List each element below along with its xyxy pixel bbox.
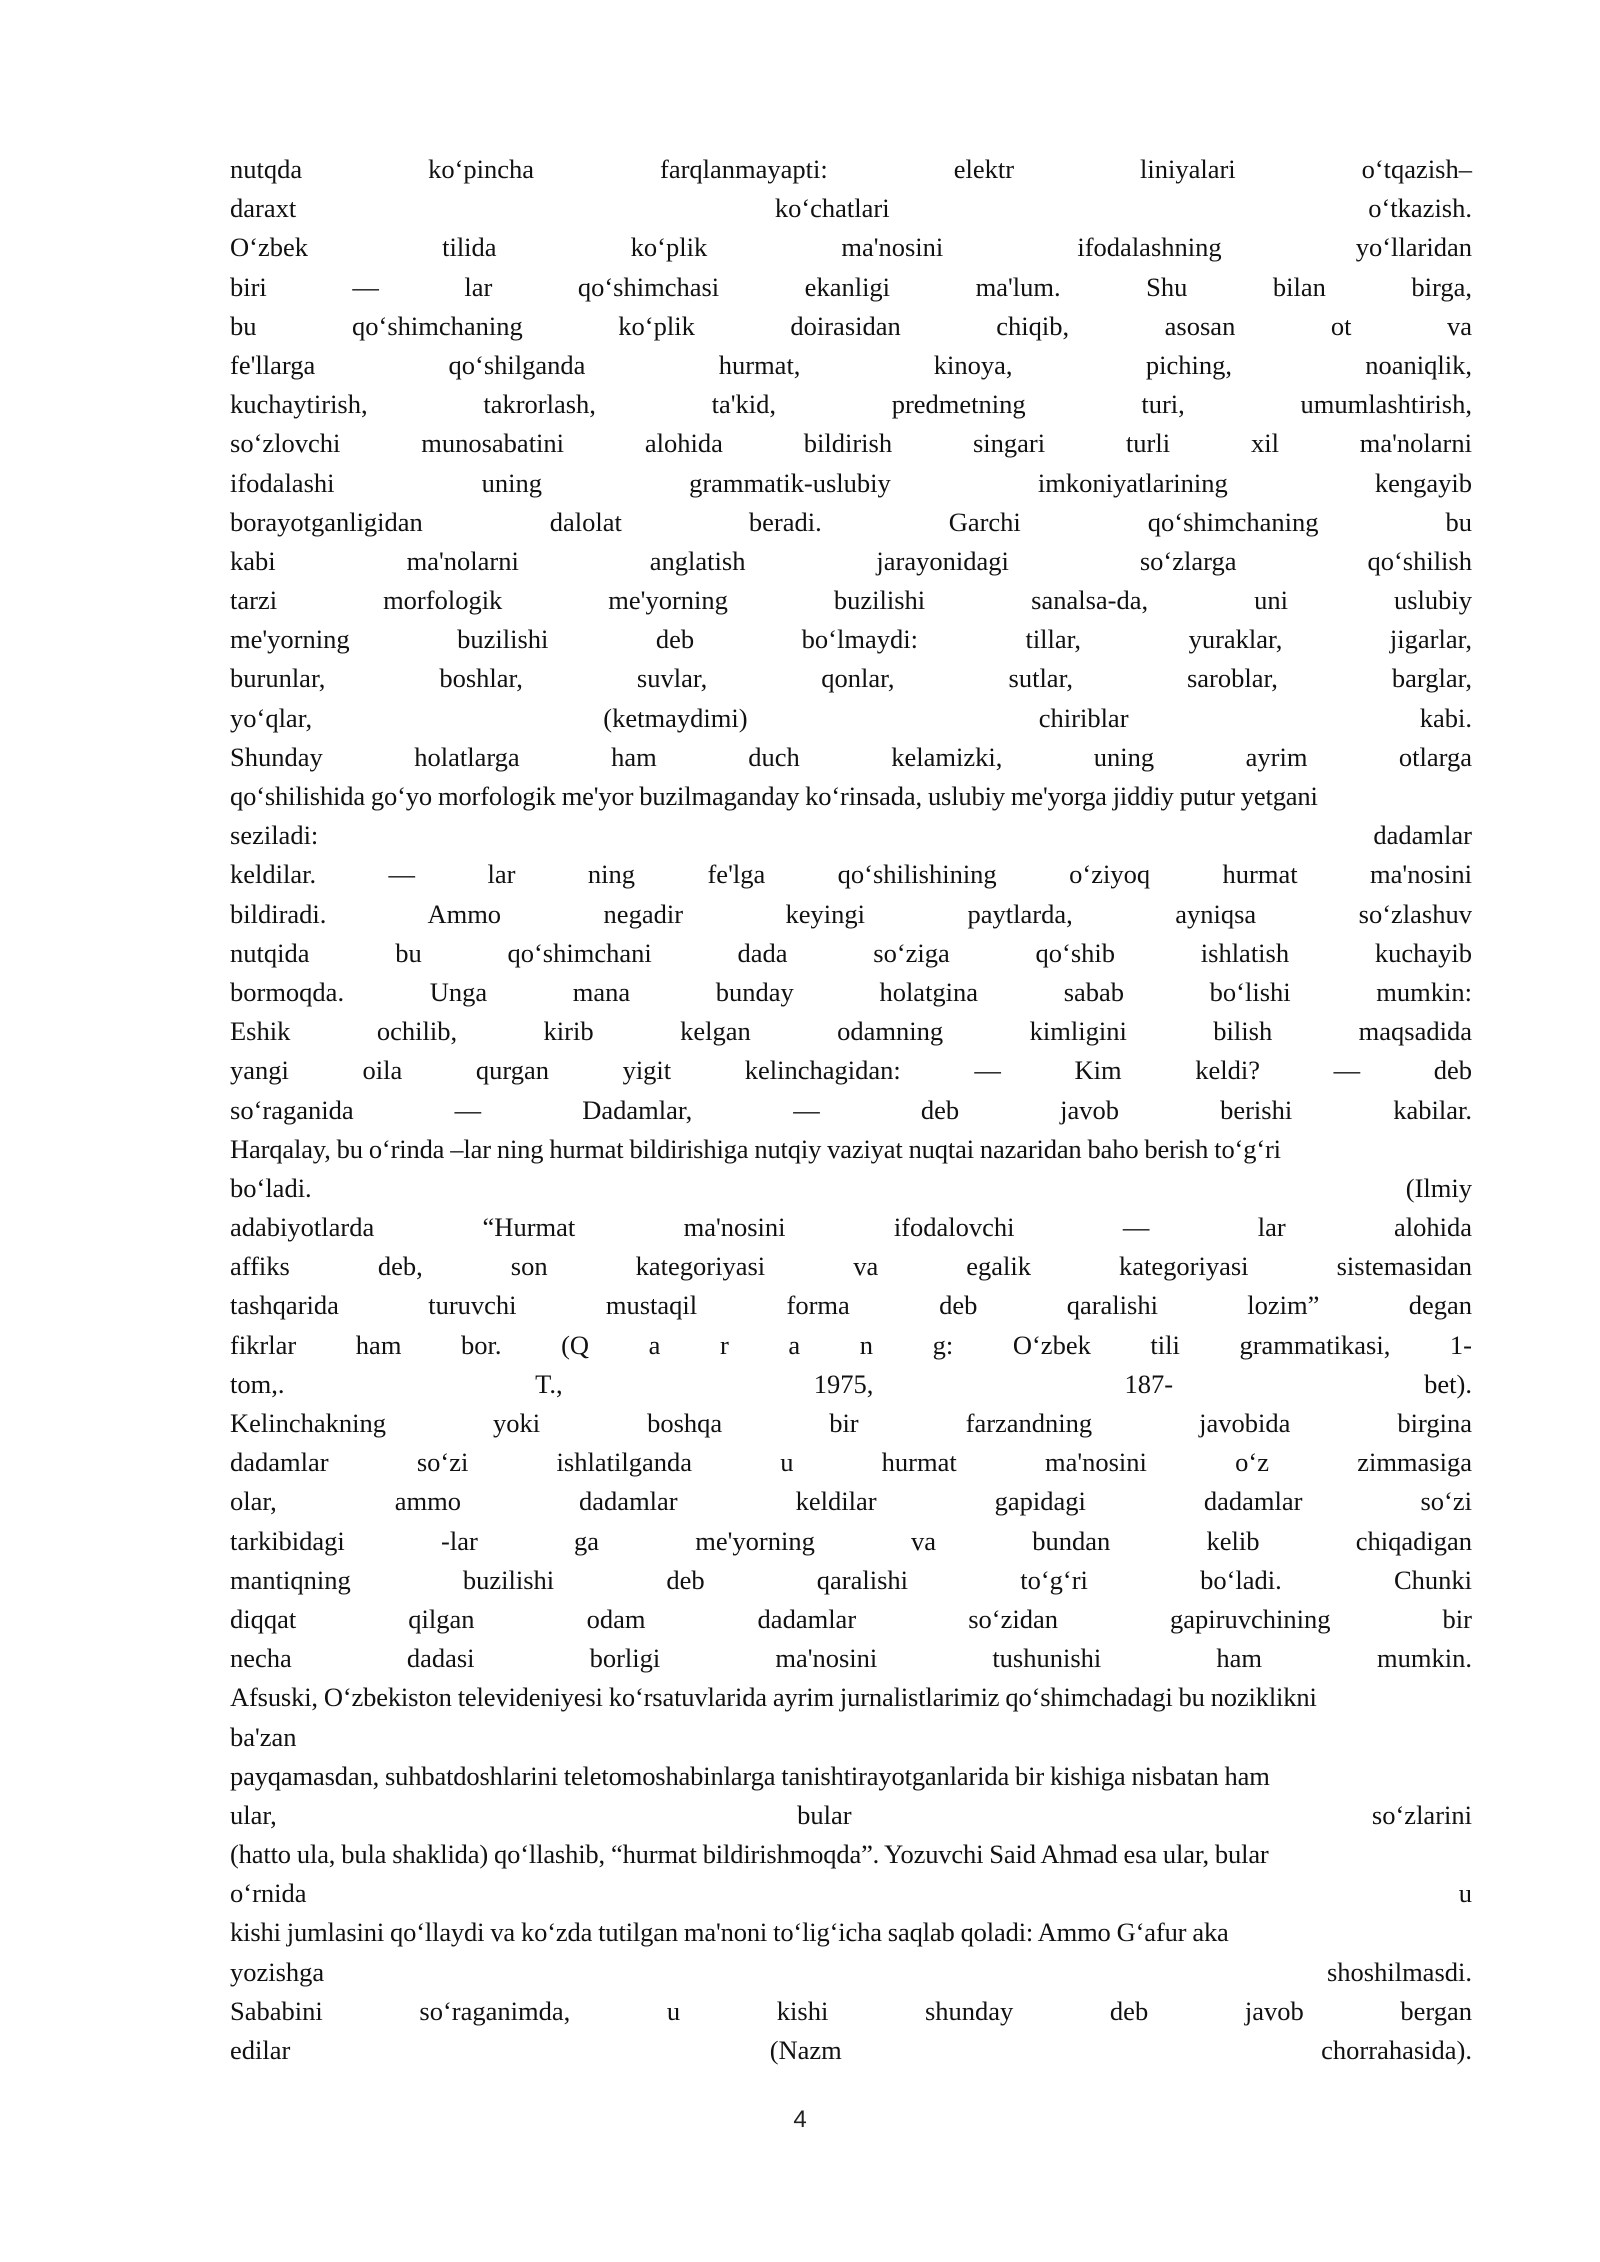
text-line: so‘zlovchi munosabatini alohida bildirish singari turli xil ma'nolarni [230, 428, 1472, 459]
text-line: ba'zan [230, 1721, 297, 1752]
text-line: qo‘shilishida go‘yo morfologik me'yor buzilmaganday ko‘rinsada, uslubiy me'yorga jiddiy putur yetgani [230, 781, 1318, 811]
text-line: bu qo‘shimchaning ko‘plik doirasidan chiqib, asosan ot va [230, 310, 1472, 341]
text-line: dadamlar so‘zi ishlatilganda u hurmat ma'nosini o‘z zimmasiga [230, 1447, 1472, 1478]
text-line: diqqat qilgan odam dadamlar so‘zidan gapiruvchining bir [230, 1603, 1472, 1634]
text-line: bo‘ladi. (Ilmiy [230, 1172, 1472, 1203]
text-line: affiks deb, son kategoriyasi va egalik kategoriyasi sistemasidan [230, 1251, 1472, 1282]
text-line: kuchaytirish, takrorlash, ta'kid, predmetning turi, umumlashtirish, [230, 389, 1472, 420]
text-line: adabiyotlarda “Hurmat ma'nosini ifodalovchi — lar alohida [230, 1212, 1472, 1243]
text-line: edilar (Nazm chorrahasida). [230, 2035, 1472, 2065]
text-line: Kelinchakning yoki boshqa bir farzandning javobida birgina [230, 1408, 1472, 1438]
text-line: payqamasdan, suhbatdoshlarini teletomoshabinlarga tanishtirayotganlarida bir kishiga nisbatan ham [230, 1760, 1270, 1791]
text-line: fe'llarga qo‘shilganda hurmat, kinoya, piching, noaniqlik, [230, 349, 1472, 380]
text-line: kishi jumlasini qo‘llaydi va ko‘zda tutilgan ma'noni to‘lig‘icha saqlab qoladi: Ammo G‘afur aka [230, 1917, 1229, 1948]
text-line: (hatto ula, bula shaklida) qo‘llashib, “hurmat bildirishmoqda”. Yozuvchi Said Ahmad esa ular, bular [230, 1839, 1269, 1870]
text-line: so‘raganida — Dadamlar, — deb javob berishi kabilar. [230, 1094, 1472, 1125]
text-line: yozishga shoshilmasdi. [230, 1956, 1472, 1987]
document-body [230, 150, 1472, 2070]
text-line: yangi oila qurgan yigit kelinchagidan: — Kim keldi? — deb [230, 1055, 1472, 1086]
text-line: ular, bular so‘zlarini [230, 1799, 1472, 1830]
text-line: yo‘qlar, (ketmaydimi) chiriblar kabi. [230, 702, 1472, 733]
text-line: kabi ma'nolarni anglatish jarayonidagi so‘zlarga qo‘shilish [230, 545, 1472, 576]
text-line: burunlar, boshlar, suvlar, qonlar, sutlar, saroblar, barglar, [230, 663, 1472, 694]
text-line: biri — lar qo‘shimchasi ekanligi ma'lum. Shu bilan birga, [230, 271, 1472, 302]
text-line: Eshik ochilib, kirib kelgan odamning kimligini bilish maqsadida [230, 1016, 1472, 1047]
text-line: nutqda ko‘pincha farqlanmayapti: elektr liniyalari o‘tqazish– [230, 154, 1472, 184]
text-line: tashqarida turuvchi mustaqil forma deb qaralishi lozim” degan [230, 1290, 1472, 1321]
text-line: tarkibidagi -lar ga me'yorning va bundan kelib chiqadigan [230, 1525, 1472, 1556]
text-line: nutqida bu qo‘shimchani dada so‘ziga qo‘shib ishlatish kuchayib [230, 937, 1472, 968]
text-line: o‘rnida u [230, 1878, 1472, 1909]
text-line: mantiqning buzilishi deb qaralishi to‘g‘ri bo‘ladi. Chunki [230, 1564, 1472, 1595]
text-line: me'yorning buzilishi deb bo‘lmaydi: tillar, yuraklar, jigarlar, [230, 624, 1472, 655]
text-line: olar, ammo dadamlar keldilar gapidagi dadamlar so‘zi [230, 1486, 1472, 1517]
text-line: daraxt ko‘chatlari o‘tkazish. [230, 193, 1472, 224]
text-line: Sababini so‘raganimda, u kishi shunday deb javob bergan [230, 1995, 1472, 2026]
text-line: seziladi: dadamlar [230, 820, 1472, 851]
text-line: bormoqda. Unga mana bunday holatgina sabab bo‘lishi mumkin: [230, 976, 1472, 1007]
text-line: borayotganligidan dalolat beradi. Garchi qo‘shimchaning bu [230, 506, 1472, 537]
text-line: ifodalashi uning grammatik-uslubiy imkoniyatlarining kengayib [230, 467, 1472, 498]
text-line: Afsuski, O‘zbekiston televideniyesi ko‘rsatuvlarida ayrim jurnalistlarimiz qo‘shimchadagi bu noziklikni [230, 1682, 1317, 1713]
text-line: keldilar. — lar ning fe'lga qo‘shilishining o‘ziyoq hurmat ma'nosini [230, 859, 1472, 890]
text-line: Harqalay, bu o‘rinda –lar ning hurmat bildirishiga nutqiy vaziyat nuqtai nazaridan baho berish to‘g‘ri [230, 1133, 1281, 1164]
text-line: bildiradi. Ammo negadir keyingi paytlarda, ayniqsa so‘zlashuv [230, 898, 1472, 929]
text-line: tom,. T., 1975, 187- bet). [230, 1368, 1472, 1399]
text-line: tarzi morfologik me'yorning buzilishi sanalsa-da, uni uslubiy [230, 585, 1472, 616]
text-line: O‘zbek tilida ko‘plik ma'nosini ifodalashning yo‘llaridan [230, 232, 1472, 263]
text-line: fikrlar ham bor. (Q a r a n g: O‘zbek tili grammatikasi, 1- [230, 1329, 1472, 1360]
page-number: 4 [793, 2106, 807, 2133]
text-line: necha dadasi borligi ma'nosini tushunishi ham mumkin. [230, 1643, 1472, 1674]
text-line: Shunday holatlarga ham duch kelamizki, uning ayrim otlarga [230, 741, 1472, 772]
